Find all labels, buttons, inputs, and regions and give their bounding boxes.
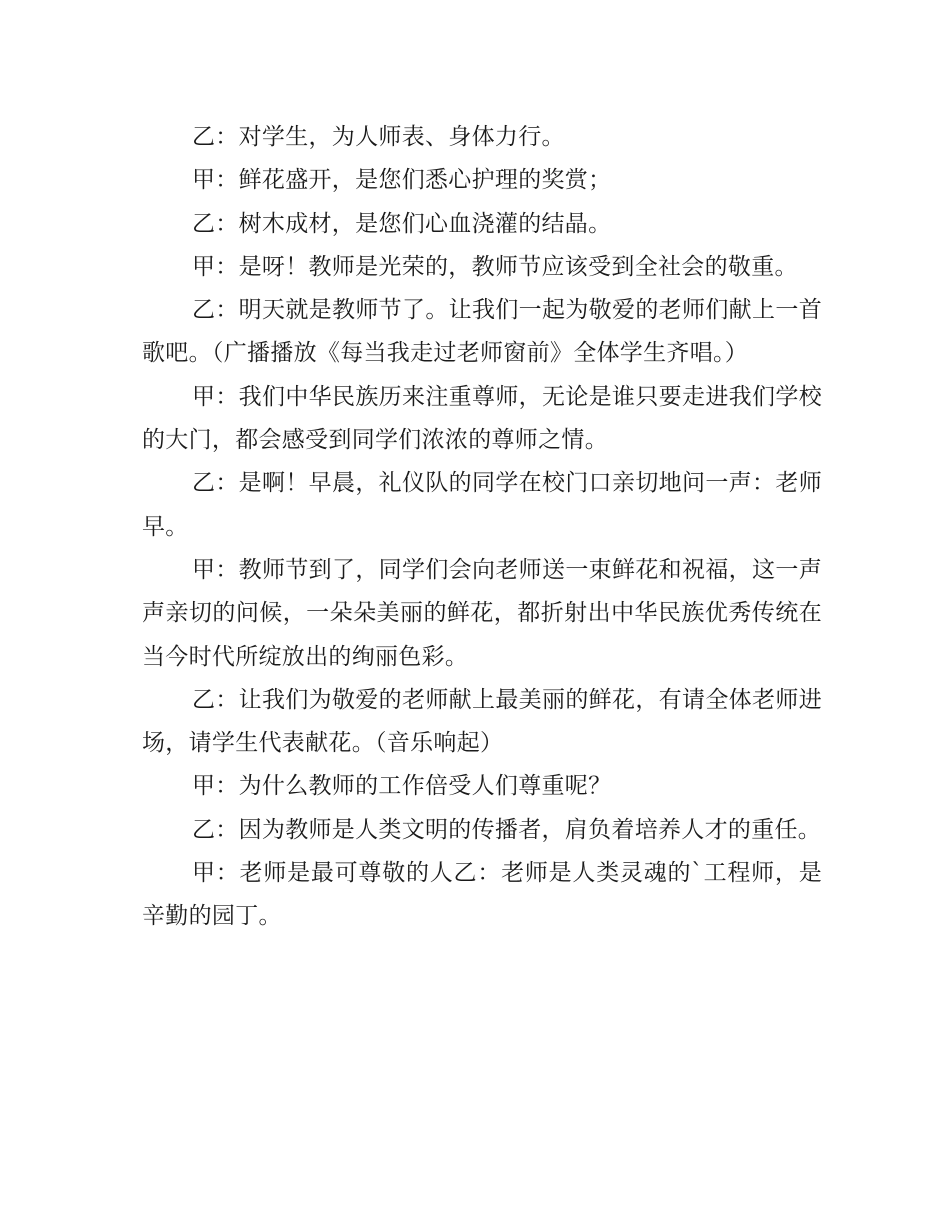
paragraph: 甲：是呀！教师是光荣的，教师节应该受到全社会的敬重。 [192,253,798,280]
paragraph: 乙：是啊！早晨，礼仪队的同学在校门口亲切地问一声：老师早。 [142,470,822,540]
paragraph: 甲：我们中华民族历来注重尊师，无论是谁只要走进我们学校的大门，都会感受到同学们浓浓的尊师之情。 [142,383,822,454]
paragraph: 甲：教师节到了，同学们会向老师送一束鲜花和祝福，这一声声亲切的问候，一朵朵美丽的鲜花，都折射出中华民族优秀传统在当今时代所绽放出的绚丽色彩。 [142,556,822,670]
paragraph: 乙：让我们为敬爱的老师献上最美丽的鲜花，有请全体老师进场，请学生代表献花。（音乐响起） [142,686,822,757]
paragraph: 乙：明天就是教师节了。让我们一起为敬爱的老师们献上一首歌吧。（广播播放《每当我走过老师窗前》全体学生齐唱。） [142,297,822,367]
paragraph: 甲：为什么教师的工作倍受人们尊重呢？ [192,773,612,800]
paragraph: 乙：因为教师是人类文明的传播者，肩负着培养人才的重任。 [192,816,822,843]
dialogue-text [142,116,822,939]
paragraph: 甲：老师是最可尊敬的人乙：老师是人类灵魂的`工程师，是辛勤的园丁。 [142,860,822,930]
paragraph: 甲：鲜花盛开，是您们悉心护理的奖赏； [192,167,612,194]
paragraph: 乙：树木成材，是您们心血浇灌的结晶。 [192,210,612,237]
paragraph: 乙：对学生，为人师表、身体力行。 [192,124,565,150]
